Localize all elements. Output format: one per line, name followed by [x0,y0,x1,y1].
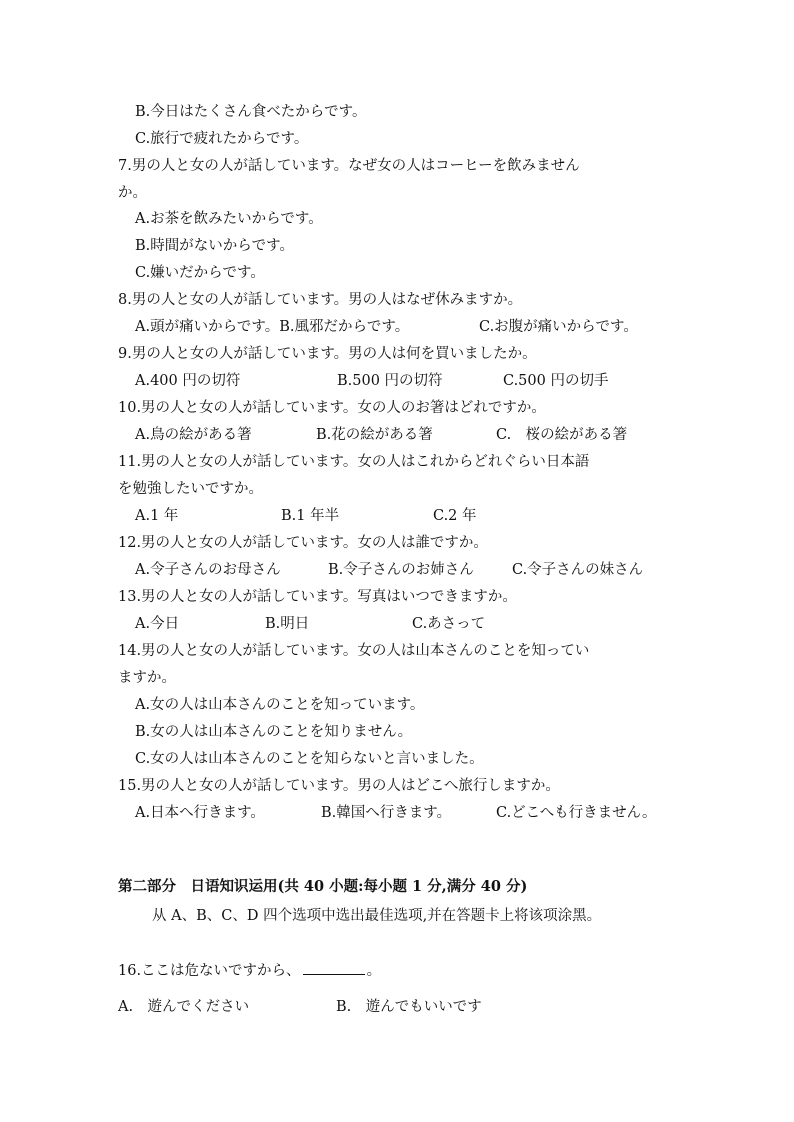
q6-option-b: B.今日はたくさん食べたからです。 [135,104,367,120]
q7-option-a: A.お茶を飲みたいからです。 [135,211,323,227]
q15-option-a: A.日本へ行きます。 [135,805,265,821]
q13-stem: 13.男の人と女の人が話しています。写真はいつできますか。 [118,589,517,605]
part2-heading: 第二部分 日语知识运用(共 40 小题:每小题 1 分,满分 40 分) [118,878,528,895]
answer-blank [303,960,365,975]
q12-option-b: B.令子さんのお姉さん [328,562,474,578]
q14-option-c: C.女の人は山本さんのことを知らないと言いました。 [135,751,484,767]
q10-option-b: B.花の絵がある箸 [316,427,433,443]
q11-option-b: B.1 年半 [281,508,340,524]
q10-option-a: A.鳥の絵がある箸 [135,427,252,443]
q12-option-c: C.令子さんの妹さん [512,562,644,578]
q10-stem: 10.男の人と女の人が話しています。女の人のお箸はどれですか。 [118,400,546,416]
q6-option-c: C.旅行で疲れたからです。 [135,131,309,147]
q11-option-c: C.2 年 [433,508,477,524]
q12-option-a: A.令子さんのお母さん [135,562,281,578]
q9-option-b: B.500 円の切符 [337,373,443,389]
q9-stem: 9.男の人と女の人が話しています。男の人は何を買いましたか。 [118,346,537,362]
q16-stem [118,960,381,981]
q8-option-ab: A.頭が痛いからです。B.風邪だからです。 [135,319,410,335]
q7-stem-line2: か。 [118,185,147,201]
q7-option-c: C.嫌いだからです。 [135,265,265,281]
q14-stem-line1: 14.男の人と女の人が話しています。女の人は山本さんのことを知ってい [118,643,590,659]
q13-option-a: A.今日 [135,616,180,632]
q13-option-b: B.明日 [265,616,310,632]
q12-stem: 12.男の人と女の人が話しています。女の人は誰ですか。 [118,535,488,551]
q14-option-b: B.女の人は山本さんのことを知りません。 [135,724,413,740]
q15-option-b: B.韓国へ行きます。 [321,805,452,821]
q11-stem-line2: を勉強したいですか。 [118,481,263,497]
q9-option-a: A.400 円の切符 [135,373,241,389]
q9-option-c: C.500 円の切手 [503,373,609,389]
part2-instruction: 从 A、B、C、D 四个选项中选出最佳选项,并在答题卡上将该项涂黑。 [152,908,602,924]
q15-stem: 15.男の人と女の人が話しています。男の人はどこへ旅行しますか。 [118,778,560,794]
q8-stem: 8.男の人と女の人が話しています。男の人はなぜ休みますか。 [118,292,523,308]
q7-stem-line1: 7.男の人と女の人が話しています。なぜ女の人はコーヒーを飲みません [118,158,580,174]
q11-option-a: A.1 年 [135,508,179,524]
q11-stem-line1: 11.男の人と女の人が話しています。女の人はこれからどれぐらい日本語 [118,454,590,470]
q16-stem-end: 。 [366,963,382,979]
q14-option-a: A.女の人は山本さんのことを知っています。 [135,697,425,713]
q10-option-c: C. 桜の絵がある箸 [496,427,628,443]
q14-stem-line2: ますか。 [118,670,176,686]
q8-option-c: C.お腹が痛いからです。 [479,319,638,335]
q16-option-b: B. 遊んでもいいです [336,999,482,1015]
q7-option-b: B.時間がないからです。 [135,238,294,254]
q16-stem-text: 16.ここは危ないですから、 [118,963,301,979]
q13-option-c: C.あさって [412,616,486,632]
q16-option-a: A. 遊んでください [118,999,250,1015]
q15-option-c: C.どこへも行きません。 [496,805,657,821]
